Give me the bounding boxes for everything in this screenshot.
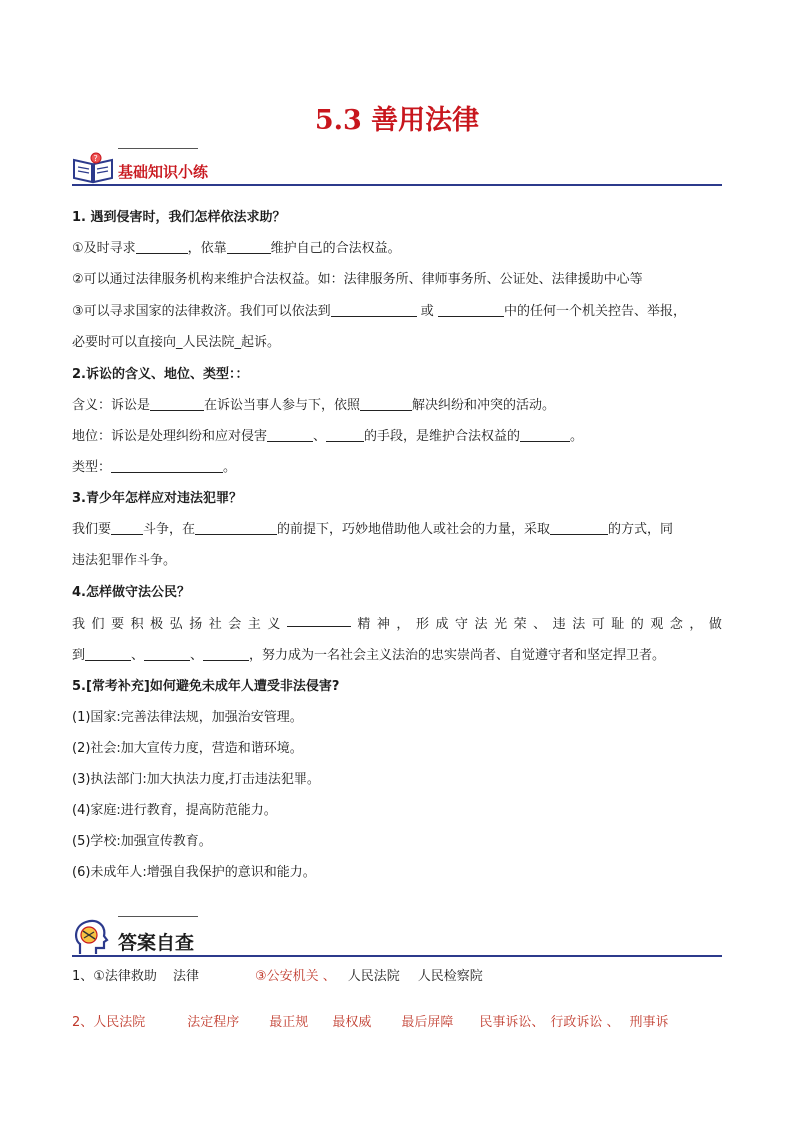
answer-cell: 行政诉讼 、 (550, 1015, 620, 1030)
answer-cell: 最权威 (332, 1015, 372, 1030)
section-top-line (118, 148, 198, 149)
section-rule (72, 955, 722, 957)
answer-cell: ③公安机关 、 (254, 969, 336, 984)
q3-heading: 3.青少年怎样应对违法犯罪？ (72, 491, 242, 506)
q3-line-1: 我们要 斗争，在 的前提下，巧妙地借助他人或社会的力量，采取 的方式，同 (72, 522, 674, 537)
q5-item: (4)家庭:进行教育，提高防范能力。 (72, 803, 277, 818)
svg-text:?: ? (93, 154, 98, 163)
section-top-line (118, 916, 198, 917)
q5-item: (2)社会:加大宣传力度，营造和谐环境。 (72, 741, 303, 756)
head-lightbulb-icon (72, 918, 112, 956)
answer-cell: 人民检察院 (417, 969, 483, 984)
answer-cell: 最后屏障 (401, 1015, 454, 1030)
q2-line-1: 含义：诉讼是 在诉讼当事人参与下，依照 解决纠纷和冲突的活动。 (72, 398, 556, 413)
answer-cell: 法定程序 (187, 1015, 240, 1030)
q1-line-2: ②可以通过法律服务机构来维护合法权益。如：法律服务所、律师事务所、公证处、法律援助中心等 (72, 272, 643, 287)
section-label-answers: 答案自查 (118, 932, 195, 954)
answer-cell: 法律 (172, 969, 199, 984)
section-label-basic: 基础知识小练 (118, 163, 209, 181)
answer-cell: 2、人民法院 (72, 1015, 146, 1030)
q5-item: (5)学校:加强宣传教育。 (72, 834, 212, 849)
answer-cell: 1、①法律救助 (72, 969, 157, 984)
q5-heading: 5.[常考补充]如何避免未成年人遭受非法侵害? (72, 679, 340, 694)
q3-line-2: 违法犯罪作斗争。 (72, 553, 177, 568)
q1-line-1: ①及时寻求 ，依靠 维护自己的合法权益。 (72, 241, 401, 256)
q2-line-3: 类型： 。 (72, 460, 237, 475)
answer-row-2 (72, 1011, 669, 1030)
section-header-basic (72, 148, 722, 188)
q4-line-2: 到 、 、 ，努力成为一名社会主义法治的忠实崇尚者、自觉遵守者和坚定捍卫者。 (72, 648, 666, 663)
answer-row-1 (72, 965, 483, 984)
q4-line-1: 我 们 要 积 极 弘 扬 社 会 主 义 精 神 ， 形 成 守 法 光 荣 、 违 法 可 耻 的 观 念 ， 做 (72, 613, 722, 632)
q5-item: (6)未成年人:增强自我保护的意识和能力。 (72, 865, 316, 880)
answer-cell: 最正规 (269, 1015, 309, 1030)
answer-cell: 人民法院 (347, 969, 400, 984)
section-rule (72, 184, 722, 186)
q2-heading: 2.诉讼的含义、地位、类型：： (72, 367, 249, 382)
q1-line-3: ③可以寻求国家的法律救济。我们可以依法到 或 中的任何一个机关控告、举报， (72, 304, 686, 319)
q1-line-4: 必要时可以直接向_人民法院_起诉。 (72, 335, 281, 350)
q5-item: (3)执法部门:加大执法力度,打击违法犯罪。 (72, 772, 320, 787)
book-icon (72, 152, 114, 184)
page-title: 5.3 善用法律 (314, 105, 480, 136)
answer-cell: 刑事诉 (629, 1015, 669, 1030)
q5-item: (1)国家:完善法律法规，加强治安管理。 (72, 710, 303, 725)
q1-heading: 1. 遇到侵害时，我们怎样依法求助？ (72, 210, 286, 225)
q4-heading: 4.怎样做守法公民？ (72, 585, 190, 600)
section-header-answers (72, 916, 722, 960)
q2-line-2: 地位：诉讼是处理纠纷和应对侵害 、 的手段，是维护合法权益的 。 (72, 429, 584, 444)
answer-cell: 民事诉讼、 (479, 1015, 545, 1030)
